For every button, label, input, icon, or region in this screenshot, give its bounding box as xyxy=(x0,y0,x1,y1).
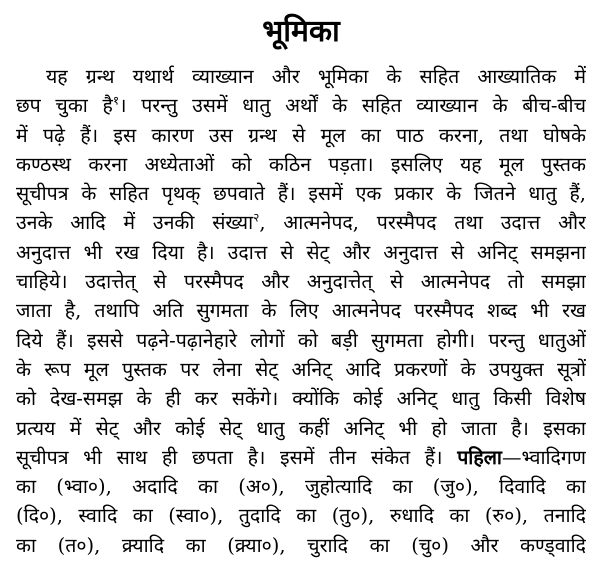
bold-term: पहिला xyxy=(457,445,502,469)
text-line xyxy=(16,179,586,208)
text-line xyxy=(16,208,586,237)
text-span: —भ्वादिगण xyxy=(501,445,586,469)
text-line xyxy=(16,472,586,501)
text-line xyxy=(16,443,586,472)
text-span: अनुदात्त भी रख दिया है। उदात्त से सेट् और अनुदात्त से अनिट् समझना xyxy=(16,240,586,264)
text-span: यह ग्रन्थ यथार्थ व्याख्यान और भूमिका के सहित आख्यातिक में xyxy=(46,65,586,88)
text-line xyxy=(16,296,586,325)
body-paragraph xyxy=(16,62,586,560)
text-line xyxy=(16,326,586,355)
text-span: छप चुका है xyxy=(16,94,113,118)
text-line xyxy=(16,62,586,91)
text-line xyxy=(16,501,586,530)
footnote-mark: १ xyxy=(112,93,120,108)
text-span: चाहिये। उदात्तेत् से परस्मैपद और अनुदात्तेत् से आत्मनेपद तो समझा xyxy=(16,270,586,294)
text-span: । परन्तु उसमें धातु अर्थों के सहित व्याख्यान के बीच-बीच xyxy=(119,94,586,118)
text-span: का (भ्वा०), अदादि का (अ०), जुहोत्यादि का (जु०), दिवादि का xyxy=(16,475,586,499)
text-span: दिये हैं। इससे पढ़ने-पढ़ानेहारे लोगों को बड़ी सुगमता होगी। परन्तु धातुओं xyxy=(16,328,586,352)
text-span: , आत्मनेपद, परस्मैपद तथा उदात्त और xyxy=(259,211,586,235)
text-span: का (त०), क्र्यादि का (क्र्या०), चुरादि का (चु०) और कण्ड्वादि xyxy=(16,533,586,557)
text-span: के रूप मूल पुस्तक पर लेना सेट् अनिट् आदि प्रकरणों के उपयुक्त सूत्रों xyxy=(16,357,586,381)
text-span: कण्ठस्थ करना अध्येताओं को कठिन पड़ता। इसलिए यह मूल पुस्तक xyxy=(16,152,586,176)
text-span: सूचीपत्र के सहित पृथक् छपवाते हैं। इसमें एक प्रकार के जितने धातु हैं, xyxy=(16,182,586,206)
text-span: उनके आदि में उनकी संख्या xyxy=(16,211,254,235)
page-title: भूमिका xyxy=(262,14,340,49)
text-span: में पढ़े हैं। इस कारण उस ग्रन्थ से मूल का पाठ करना, तथा घोषके xyxy=(16,123,586,147)
text-line xyxy=(16,91,586,120)
text-line xyxy=(16,531,586,560)
text-line xyxy=(16,238,586,267)
text-line xyxy=(16,384,586,413)
text-span: सूचीपत्र भी साथ ही छपता है। इसमें तीन संकेत हैं। xyxy=(16,445,443,469)
text-line xyxy=(16,414,586,443)
text-line xyxy=(16,355,586,384)
text-line xyxy=(16,267,586,296)
text-span: प्रत्यय में सेट् और कोई सेट् धातु कहीं अनिट् भी हो जाता है। इसका xyxy=(16,416,586,440)
text-span: (दि०), स्वादि का (स्वा०), तुदादि का (तु०), रुधादि का (रु०), तनादि xyxy=(16,504,586,528)
text-span: जाता है, तथापि अति सुगमता के लिए आत्मनेपद परस्मैपद शब्द भी रख xyxy=(16,299,586,323)
text-line xyxy=(16,121,586,150)
text-line xyxy=(16,150,586,179)
text-span: को देख-समझ के ही कर सकेंगे। क्योंकि कोई अनिट् धातु किसी विशेष xyxy=(16,387,586,411)
footnote-mark: २ xyxy=(253,210,260,225)
